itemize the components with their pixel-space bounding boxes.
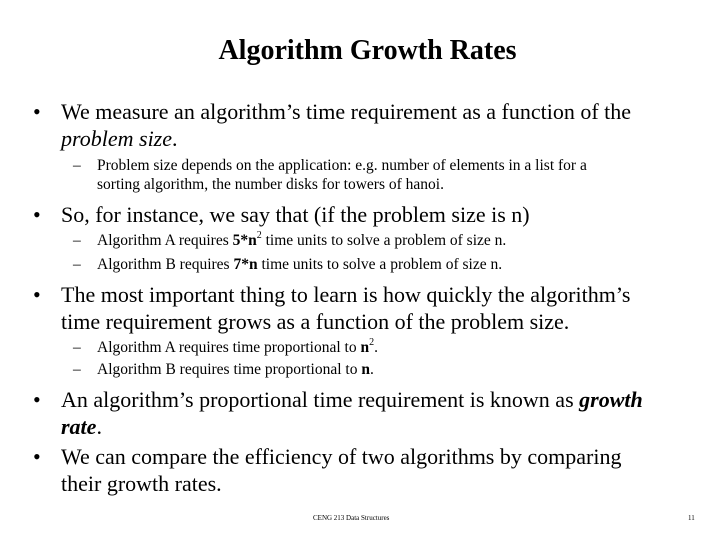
bullet-item-4 — [33, 386, 713, 440]
dash-marker: – — [73, 256, 81, 273]
emphasized-term: growth — [579, 387, 643, 412]
sub-text-line: sorting algorithm, the number disks for towers of hanoi. — [97, 176, 444, 193]
bullet-marker: • — [33, 387, 41, 412]
bullet-marker: • — [33, 202, 41, 227]
sub-text — [97, 360, 374, 379]
bullet-marker: • — [33, 282, 41, 307]
bullet-item-3 — [33, 281, 713, 335]
sub-text — [97, 338, 378, 357]
dash-marker: – — [73, 361, 81, 378]
sub-text-line: Problem size depends on the application: e.g. number of elements in a list for a — [97, 157, 587, 174]
bullet-text-part: . — [172, 126, 178, 151]
dash-marker: – — [73, 339, 81, 356]
bullet-text — [61, 281, 630, 335]
sub-text — [97, 156, 587, 194]
sub-text-part: Algorithm B requires — [97, 256, 230, 273]
formula: 5*n — [232, 232, 257, 249]
formula: 7*n — [233, 256, 258, 273]
sub-item-2 — [73, 231, 713, 250]
sub-text-part: Algorithm A requires time proportional to — [97, 339, 357, 356]
bullet-text-line: their growth rates. — [61, 471, 222, 496]
dash-marker: – — [73, 232, 81, 249]
bullet-marker: • — [33, 444, 41, 469]
sub-text-part: time units to solve a problem of size n. — [261, 256, 503, 273]
bullet-text-part: . — [96, 414, 102, 439]
sub-text — [97, 255, 502, 274]
sub-text-part: . — [374, 339, 378, 356]
sub-text — [97, 231, 506, 250]
sub-item-3 — [73, 255, 713, 274]
sub-text-part: Algorithm A requires — [97, 232, 229, 249]
page-number: 11 — [688, 514, 695, 522]
bullet-text-part: An algorithm’s proportional time requirement is known as — [61, 387, 574, 412]
formula: n — [361, 361, 370, 378]
exponent: 2 — [256, 229, 262, 241]
emphasized-term: rate — [61, 414, 97, 439]
bullet-item-1 — [33, 98, 713, 152]
bullet-marker: • — [33, 99, 41, 124]
exponent: 2 — [369, 336, 375, 348]
bullet-text-line: We can compare the efficiency of two algorithms by comparing — [61, 444, 622, 469]
bullet-text-line: The most important thing to learn is how quickly the algorithm’s — [61, 282, 631, 307]
bullet-item-5 — [33, 443, 713, 497]
bullet-text-part: We measure an algorithm’s time requirement as a function of the — [61, 99, 632, 124]
bullet-text-line: time requirement grows as a function of the problem size. — [61, 309, 570, 334]
sub-text-part: time units to solve a problem of size n. — [265, 232, 507, 249]
bullet-text: So, for instance, we say that (if the problem size is n) — [61, 202, 530, 227]
sub-item-5 — [73, 360, 713, 379]
sub-item-4 — [73, 338, 713, 357]
bullet-text — [61, 443, 621, 497]
italic-term: problem size — [61, 126, 173, 151]
sub-text-part: . — [369, 361, 374, 378]
slide-footer: CENG 213 Data Structures — [313, 514, 390, 522]
bullet-text — [61, 98, 631, 152]
bullet-text — [61, 386, 643, 440]
slide-title: Algorithm Growth Rates — [218, 35, 517, 66]
formula: n — [360, 339, 370, 356]
dash-marker: – — [73, 157, 81, 174]
bullet-item-2 — [33, 201, 713, 228]
sub-text-part: Algorithm B requires time proportional to — [97, 361, 358, 378]
sub-item-1 — [73, 156, 713, 194]
